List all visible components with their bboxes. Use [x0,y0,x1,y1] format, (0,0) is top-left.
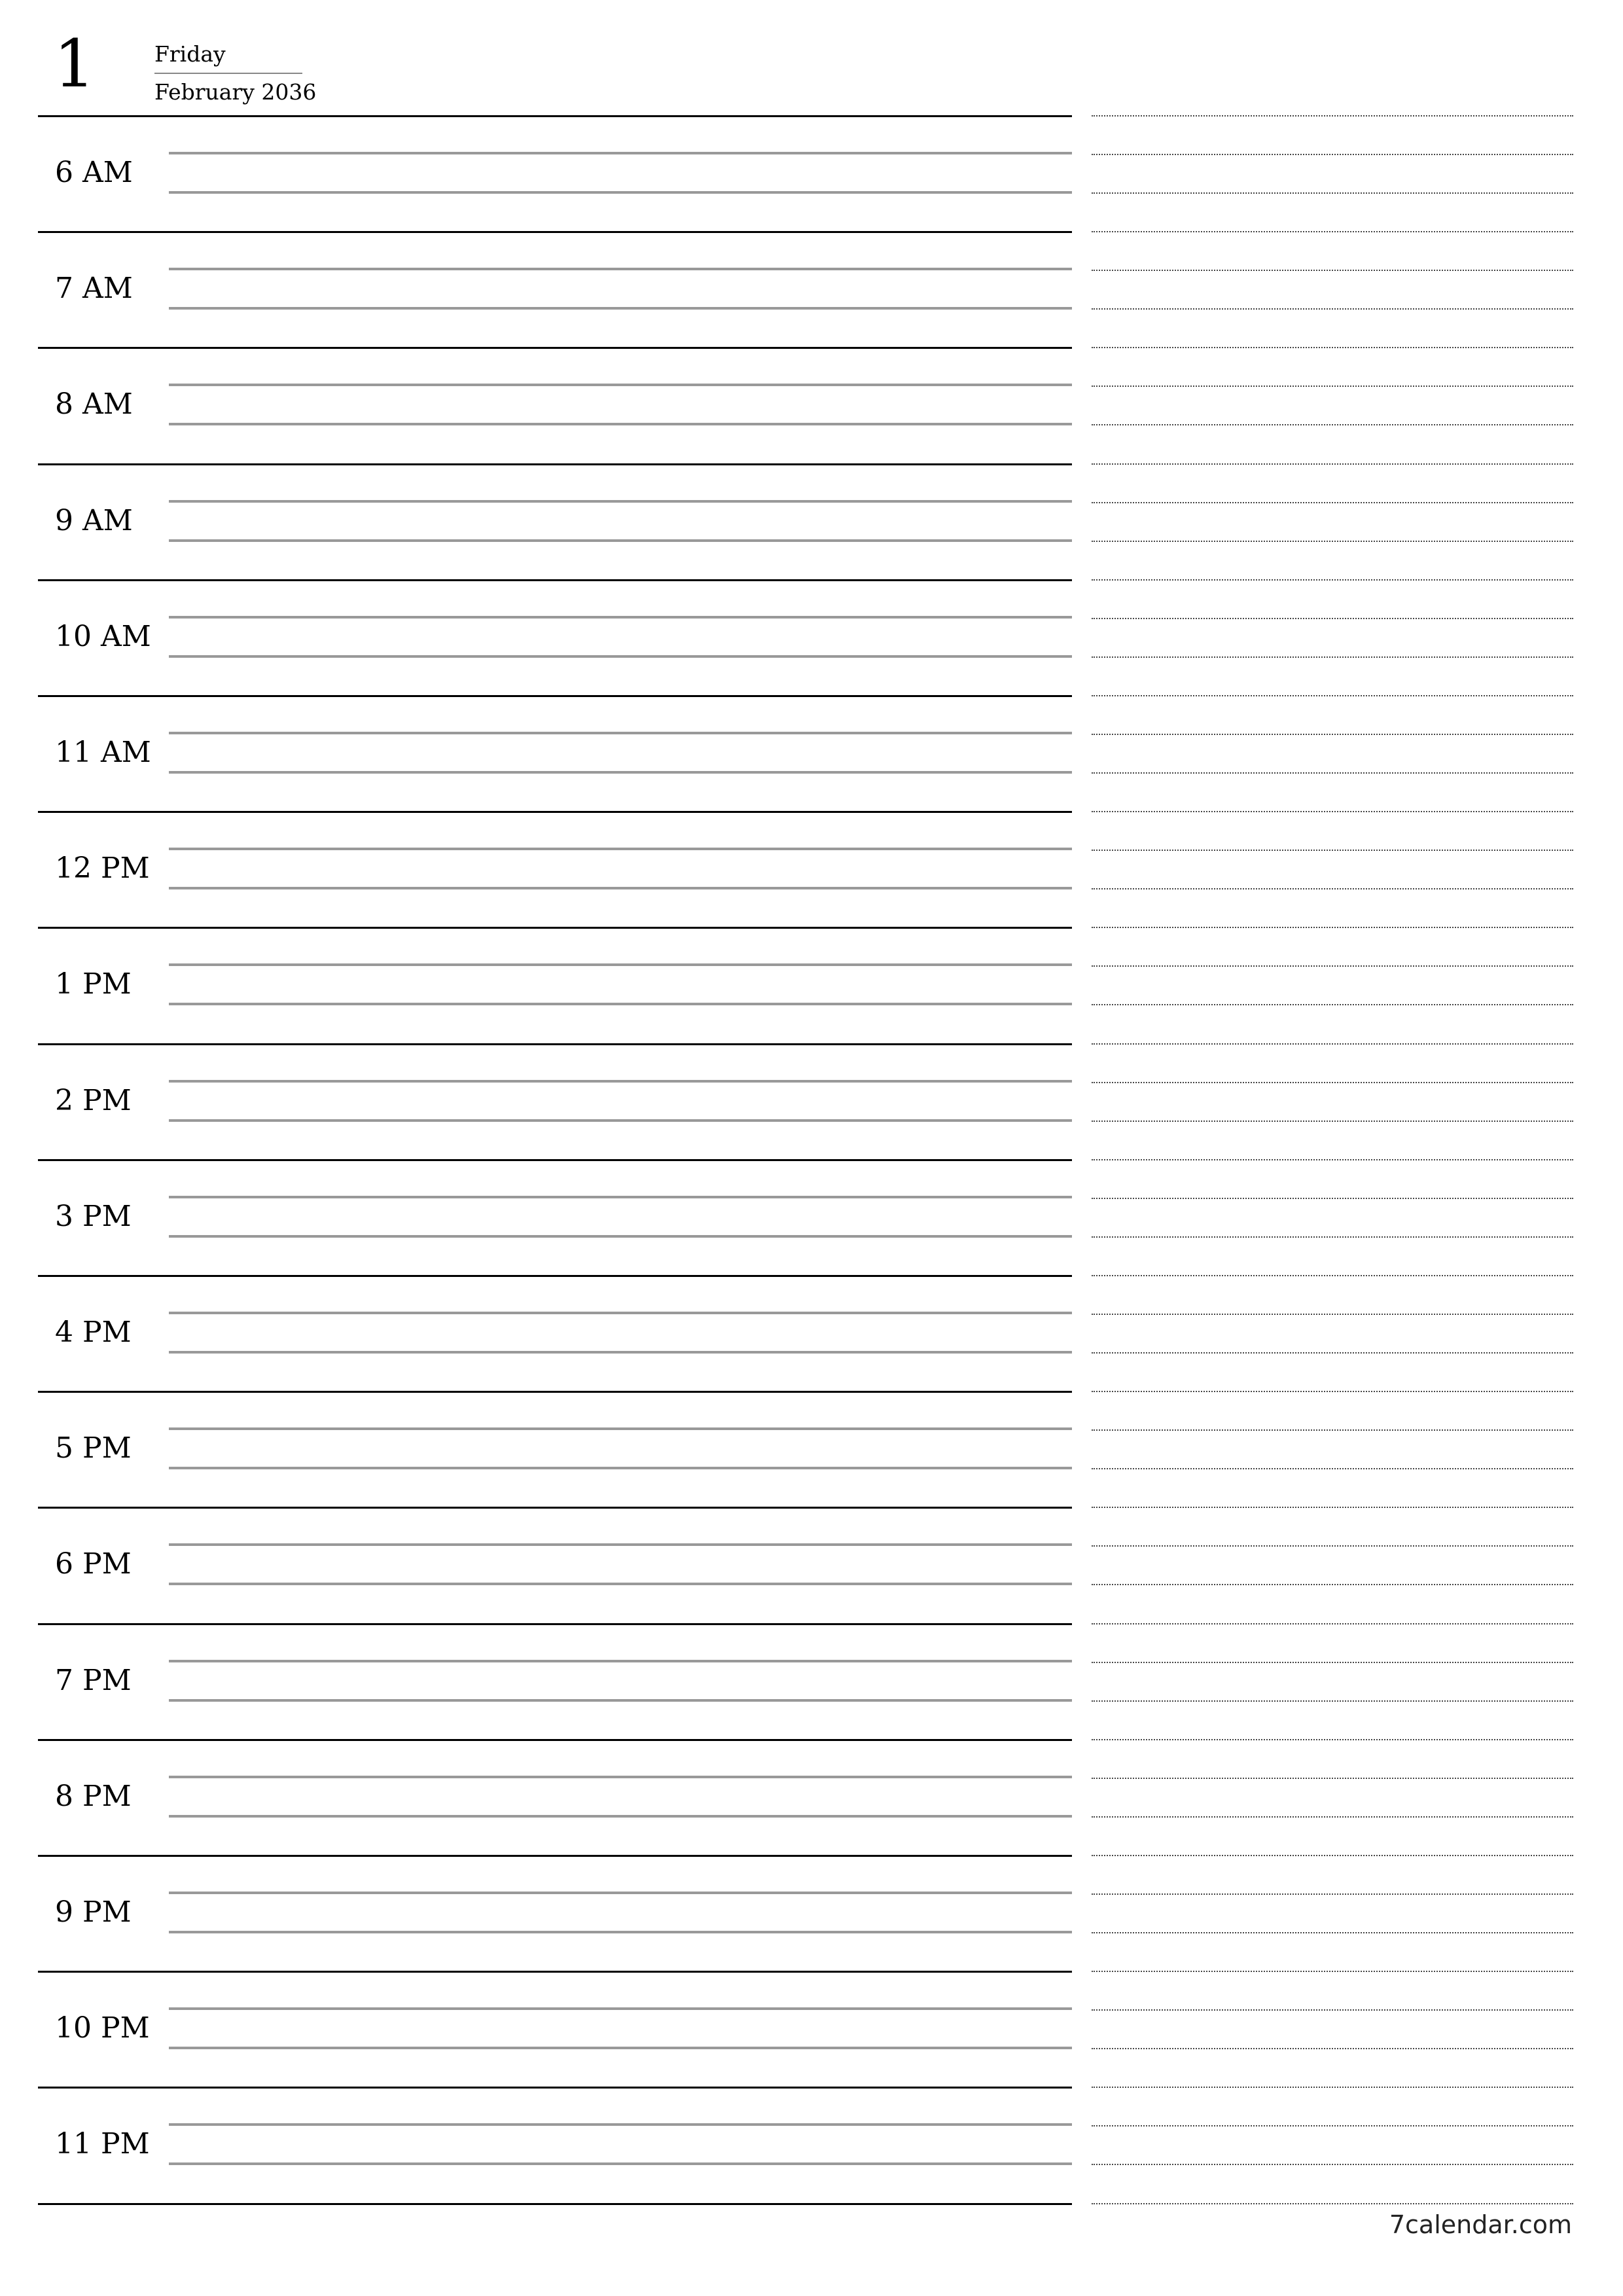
hour-label: 8 AM [55,387,133,421]
notes-line [1092,1159,1573,1160]
notes-line [1092,2125,1573,2126]
hour-divider [38,1739,1072,1741]
writing-line [169,191,1072,194]
notes-line [1092,1700,1573,1702]
writing-line [169,1080,1072,1083]
writing-line [169,1003,1072,1005]
notes-line [1092,386,1573,387]
writing-line [169,2047,1072,2049]
notes-line [1092,2009,1573,2011]
notes-line [1092,270,1573,271]
notes-line [1092,2203,1573,2204]
hour-divider [38,1855,1072,1857]
writing-line [169,1543,1072,1546]
writing-line [169,539,1072,542]
notes-line [1092,347,1573,348]
hour-divider [38,579,1072,581]
hour-divider [38,231,1072,233]
notes-line [1092,1778,1573,1779]
writing-line [169,655,1072,658]
writing-line [169,1815,1072,1818]
notes-line [1092,618,1573,619]
notes-line [1092,502,1573,503]
hour-label: 2 PM [55,1084,132,1117]
notes-line [1092,1236,1573,1238]
day-number: 1 [54,26,96,102]
notes-line [1092,656,1573,658]
writing-line [169,1776,1072,1778]
hour-divider [38,1275,1072,1277]
writing-line [169,732,1072,734]
writing-line [169,1312,1072,1314]
notes-line [1092,1584,1573,1585]
writing-line [169,771,1072,774]
notes-line [1092,1429,1573,1431]
notes-line [1092,1121,1573,1122]
notes-line [1092,1043,1573,1045]
writing-line [169,616,1072,619]
hour-label: 11 PM [55,2127,150,2161]
notes-line [1092,1198,1573,1199]
hour-label: 7 AM [55,272,133,305]
notes-line [1092,1314,1573,1315]
hour-label: 10 PM [55,2011,150,2045]
hour-divider [38,695,1072,697]
weekday-label: Friday [154,41,226,67]
hour-label: 11 AM [55,736,151,769]
hour-label: 6 AM [55,156,133,189]
writing-line [169,963,1072,966]
notes-line [1092,2087,1573,2088]
writing-line [169,152,1072,154]
writing-line [169,1931,1072,1933]
notes-line [1092,1932,1573,1933]
hour-divider [38,2087,1072,2089]
notes-line [1092,1893,1573,1895]
notes-line [1092,1275,1573,1276]
month-year-label: February 2036 [154,79,317,105]
notes-line [1092,1855,1573,1856]
notes-line [1092,1662,1573,1663]
notes-line [1092,1004,1573,1005]
writing-line [169,307,1072,310]
hour-label: 9 AM [55,504,133,537]
writing-line [169,1427,1072,1430]
hour-divider [38,1159,1072,1161]
hour-divider [38,1391,1072,1393]
notes-line [1092,308,1573,310]
notes-line [1092,1816,1573,1818]
hour-label: 1 PM [55,967,132,1001]
hour-divider [38,347,1072,349]
hour-divider [38,927,1072,929]
writing-line [169,423,1072,425]
hour-divider [38,115,1072,117]
hour-label: 12 PM [55,852,150,885]
writing-line [169,268,1072,270]
notes-line [1092,1623,1573,1624]
notes-line [1092,1352,1573,1354]
notes-line [1092,463,1573,465]
hour-divider [38,811,1072,813]
notes-line [1092,1971,1573,1972]
writing-line [169,1660,1072,1662]
writing-line [169,1351,1072,1354]
hour-label: 7 PM [55,1664,132,1697]
notes-line [1092,850,1573,851]
notes-line [1092,115,1573,117]
notes-line [1092,888,1573,889]
hour-divider [38,1971,1072,1973]
hour-divider [38,1507,1072,1509]
notes-line [1092,1739,1573,1740]
notes-line [1092,811,1573,812]
notes-line [1092,192,1573,194]
writing-line [169,1119,1072,1122]
writing-line [169,1196,1072,1198]
hour-divider [38,2203,1072,2205]
hour-label: 10 AM [55,620,151,653]
writing-line [169,848,1072,850]
notes-line [1092,1507,1573,1508]
writing-line [169,1583,1072,1585]
hour-label: 9 PM [55,1895,132,1929]
writing-line [169,2007,1072,2010]
notes-line [1092,2164,1573,2165]
brand-footer: 7calendar.com [1389,2210,1572,2239]
notes-line [1092,772,1573,774]
writing-line [169,1467,1072,1469]
writing-line [169,1235,1072,1238]
notes-line [1092,965,1573,967]
notes-line [1092,2048,1573,2049]
date-separator [154,73,302,74]
writing-line [169,1699,1072,1702]
hour-divider [38,1623,1072,1625]
notes-line [1092,1468,1573,1469]
notes-line [1092,231,1573,232]
hour-divider [38,463,1072,465]
writing-line [169,2162,1072,2165]
writing-line [169,1892,1072,1894]
notes-line [1092,1082,1573,1083]
writing-line [169,887,1072,889]
hour-label: 3 PM [55,1200,132,1233]
writing-line [169,384,1072,386]
notes-line [1092,424,1573,425]
notes-line [1092,541,1573,542]
writing-line [169,500,1072,503]
hour-label: 4 PM [55,1316,132,1349]
notes-line [1092,695,1573,696]
notes-line [1092,1391,1573,1392]
hour-label: 5 PM [55,1431,132,1465]
notes-line [1092,154,1573,155]
notes-line [1092,734,1573,735]
writing-line [169,2123,1072,2126]
notes-line [1092,579,1573,581]
hour-label: 8 PM [55,1780,132,1813]
hour-divider [38,1043,1072,1045]
notes-line [1092,1545,1573,1547]
hour-label: 6 PM [55,1547,132,1581]
notes-line [1092,927,1573,928]
